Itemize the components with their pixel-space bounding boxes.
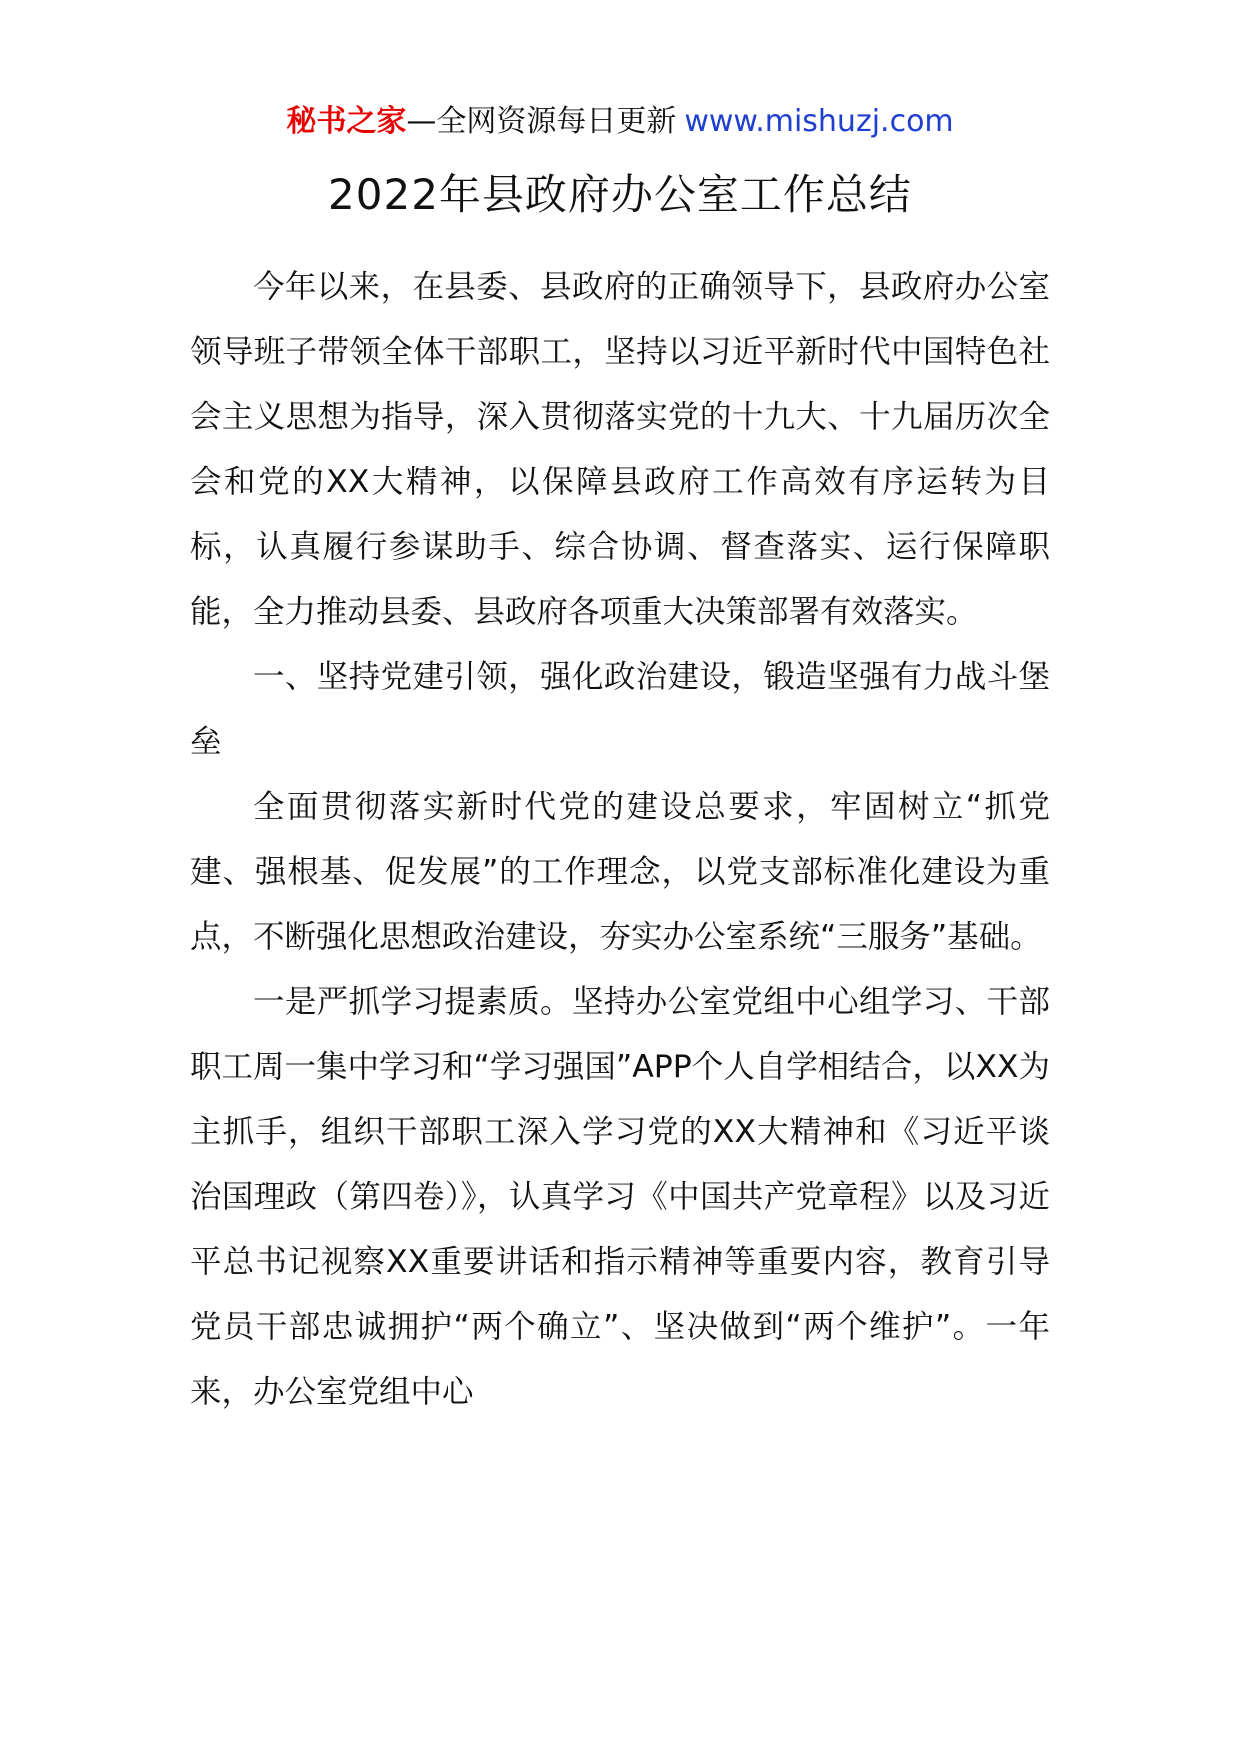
header-slogan: —全网资源每日更新 <box>406 104 677 139</box>
section-heading: 一、坚持党建引领，强化政治建设，锻造坚强有力战斗堡垒 <box>190 659 1050 760</box>
header-banner <box>0 100 1240 144</box>
document-title: 2022年县政府办公室工作总结 <box>328 170 912 219</box>
site-url-link[interactable]: www.mishuzj.com <box>684 104 954 139</box>
intro-paragraph: 今年以来，在县委、县政府的正确领导下，县政府办公室领导班子带领全体干部职工，坚持以习近平新时代中国特色社会主义思想为指导，深入贯彻落实党的十九大、十九届历次全会和党的XX大精神，以保障县政府工作高效有序运转为目标，认真履行参谋助手、综合协调、督查落实、运行保障职能，全力推动县委、县政府各项重大决策部署有效落实。 <box>190 269 1050 630</box>
body-paragraph: 一是严抓学习提素质。坚持办公室党组中心组学习、干部职工周一集中学习和“学习强国”APP个人自学相结合，以XX为主抓手，组织干部职工深入学习党的XX大精神和《习近平谈治国理政（第四卷）》，认真学习《中国共产党章程》以及习近平总书记视察XX重要讲话和指示精神等重要内容，教育引导党员干部忠诚拥护“两个确立”、坚决做到“两个维护”。一年来，办公室党组中心 <box>190 984 1050 1410</box>
body-paragraph: 全面贯彻落实新时代党的建设总要求，牢固树立“抓党建、强根基、促发展”的工作理念，以党支部标准化建设为重点，不断强化思想政治建设，夯实办公室系统“三服务”基础。 <box>190 789 1050 955</box>
document-body <box>190 255 1050 1425</box>
brand-name: 秘书之家 <box>286 104 407 139</box>
